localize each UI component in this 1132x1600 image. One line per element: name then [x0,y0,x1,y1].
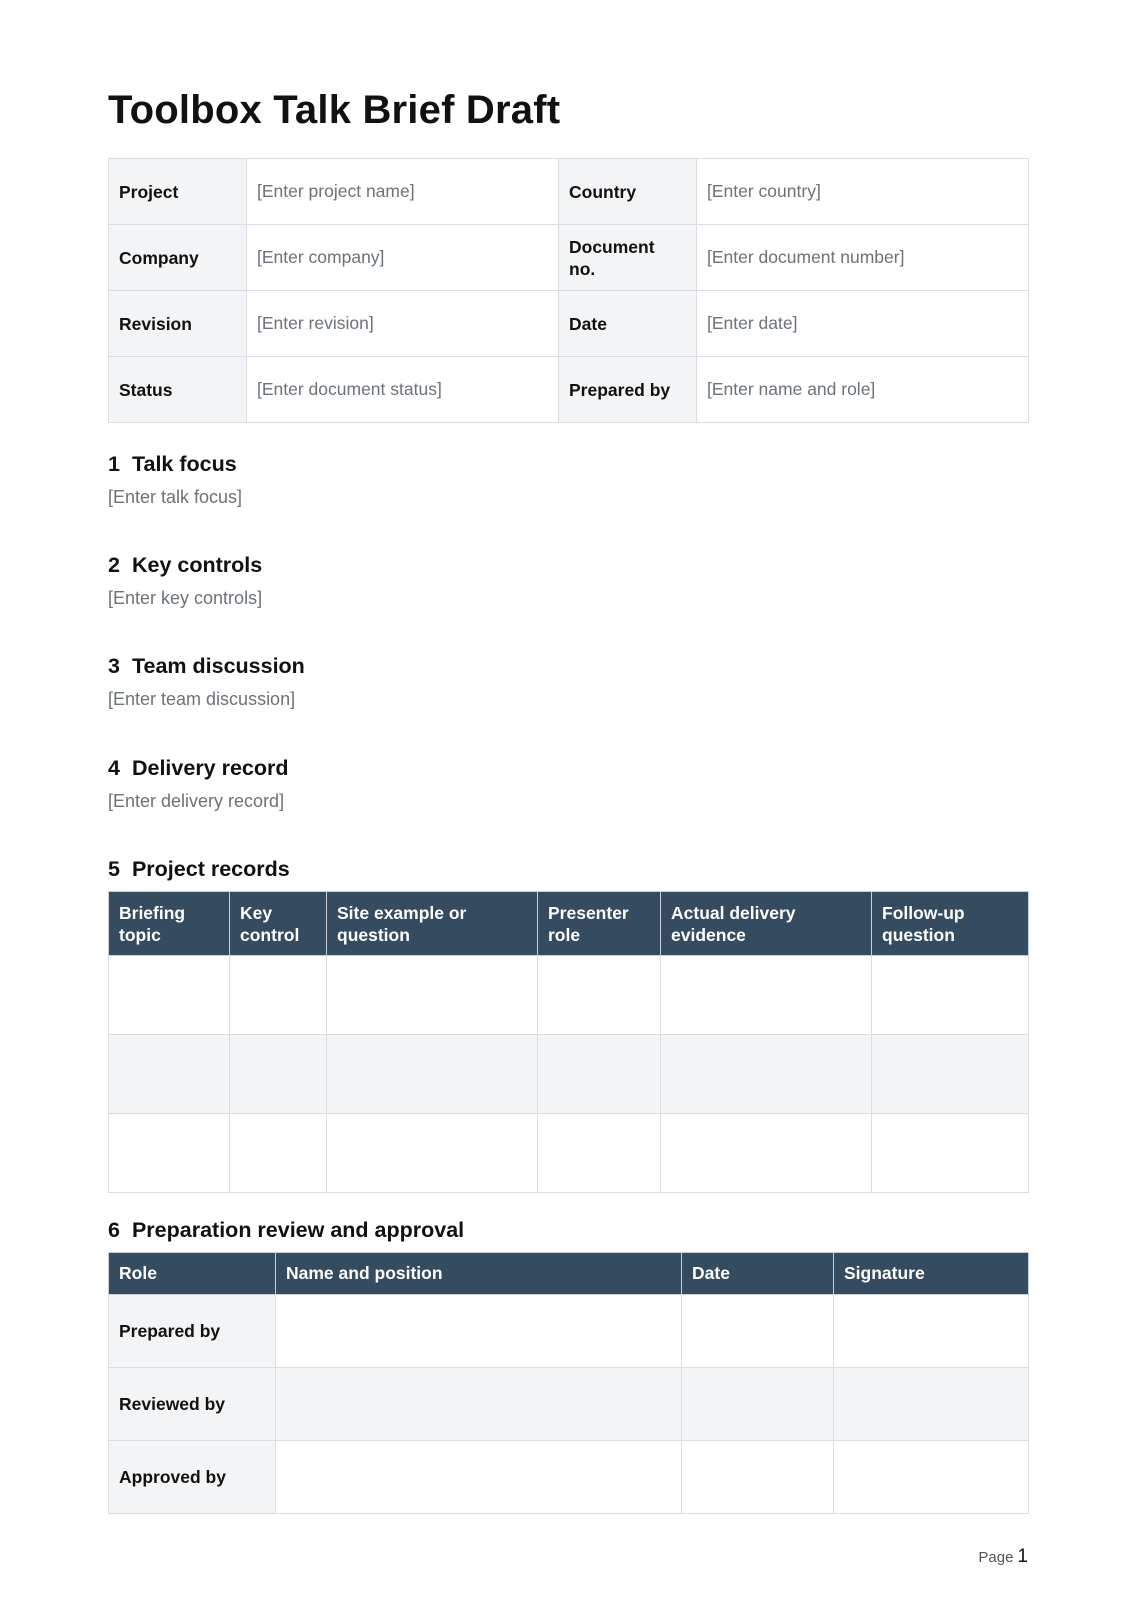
info-label: Country [559,159,697,225]
section-heading: 4 Delivery record [108,756,289,780]
column-header: Role [109,1253,276,1295]
info-label: Status [109,357,247,423]
table-cell[interactable] [538,956,661,1035]
table-row [109,1114,1029,1193]
section-approval [108,1215,464,1245]
table-row [109,1441,1029,1514]
role-label: Prepared by [109,1295,276,1368]
column-header: Presenter role [538,892,661,956]
page-label: Page [978,1549,1014,1566]
info-value-field[interactable]: [Enter date] [697,291,1029,357]
table-row [109,956,1029,1035]
section-heading: 3 Team discussion [108,654,305,678]
info-label: Document no. [559,225,697,291]
signature-cell[interactable] [834,1295,1029,1368]
date-cell[interactable] [682,1441,834,1514]
table-cell[interactable] [109,1114,230,1193]
name-position-cell[interactable] [276,1441,682,1514]
name-position-cell[interactable] [276,1295,682,1368]
info-label: Date [559,291,697,357]
info-value-field[interactable]: [Enter company] [247,225,559,291]
info-value-field[interactable]: [Enter project name] [247,159,559,225]
table-cell[interactable] [538,1035,661,1114]
document-info-table [108,158,1029,423]
table-cell[interactable] [872,1114,1029,1193]
table-header-row [109,892,1029,956]
document-title: Toolbox Talk Brief Draft [108,88,561,132]
section-heading: 5 Project records [108,857,290,881]
table-cell[interactable] [661,956,872,1035]
page-footer [978,1546,1028,1568]
table-row [109,1295,1029,1368]
section-placeholder[interactable]: [Enter talk focus] [108,487,243,507]
info-row [109,225,1029,291]
role-label: Approved by [109,1441,276,1514]
table-cell[interactable] [872,1035,1029,1114]
role-label: Reviewed by [109,1368,276,1441]
section-placeholder[interactable]: [Enter key controls] [108,588,263,608]
info-label: Prepared by [559,357,697,423]
section-heading: 2 Key controls [108,553,263,577]
column-header: Date [682,1253,834,1295]
info-value-field[interactable]: [Enter revision] [247,291,559,357]
table-cell[interactable] [230,1114,327,1193]
table-cell[interactable] [538,1114,661,1193]
project-records-table [108,891,1029,1193]
section-heading: 1 Talk focus [108,452,237,476]
page-number: 1 [1017,1546,1028,1567]
table-cell[interactable] [661,1114,872,1193]
column-header: Site example or question [327,892,538,956]
column-header: Actual delivery evidence [661,892,872,956]
date-cell[interactable] [682,1368,834,1441]
signature-cell[interactable] [834,1368,1029,1441]
info-row [109,357,1029,423]
info-value-field[interactable]: [Enter document number] [697,225,1029,291]
section-heading: 6 Preparation review and approval [108,1218,465,1242]
column-header: Signature [834,1253,1029,1295]
approval-table [108,1252,1029,1514]
table-cell[interactable] [661,1035,872,1114]
info-value-field[interactable]: [Enter document status] [247,357,559,423]
table-header-row [109,1253,1029,1295]
signature-cell[interactable] [834,1441,1029,1514]
table-cell[interactable] [230,956,327,1035]
name-position-cell[interactable] [276,1368,682,1441]
info-label: Company [109,225,247,291]
section-placeholder[interactable]: [Enter delivery record] [108,791,285,811]
table-cell[interactable] [327,956,538,1035]
table-cell[interactable] [230,1035,327,1114]
section-delivery-record [108,753,289,813]
table-row [109,1368,1029,1441]
info-value-field[interactable]: [Enter country] [697,159,1029,225]
section-key-controls [108,550,262,610]
table-cell[interactable] [327,1114,538,1193]
table-cell[interactable] [109,956,230,1035]
table-cell[interactable] [327,1035,538,1114]
column-header: Name and position [276,1253,682,1295]
info-value-field[interactable]: [Enter name and role] [697,357,1029,423]
table-cell[interactable] [872,956,1029,1035]
section-talk-focus [108,449,242,509]
column-header: Follow-up question [872,892,1029,956]
info-label: Project [109,159,247,225]
column-header: Briefing topic [109,892,230,956]
info-row [109,291,1029,357]
info-label: Revision [109,291,247,357]
info-row [109,159,1029,225]
section-placeholder[interactable]: [Enter team discussion] [108,689,296,709]
table-row [109,1035,1029,1114]
date-cell[interactable] [682,1295,834,1368]
section-project-records [108,854,290,884]
table-cell[interactable] [109,1035,230,1114]
column-header: Key control [230,892,327,956]
section-team-discussion [108,651,305,711]
